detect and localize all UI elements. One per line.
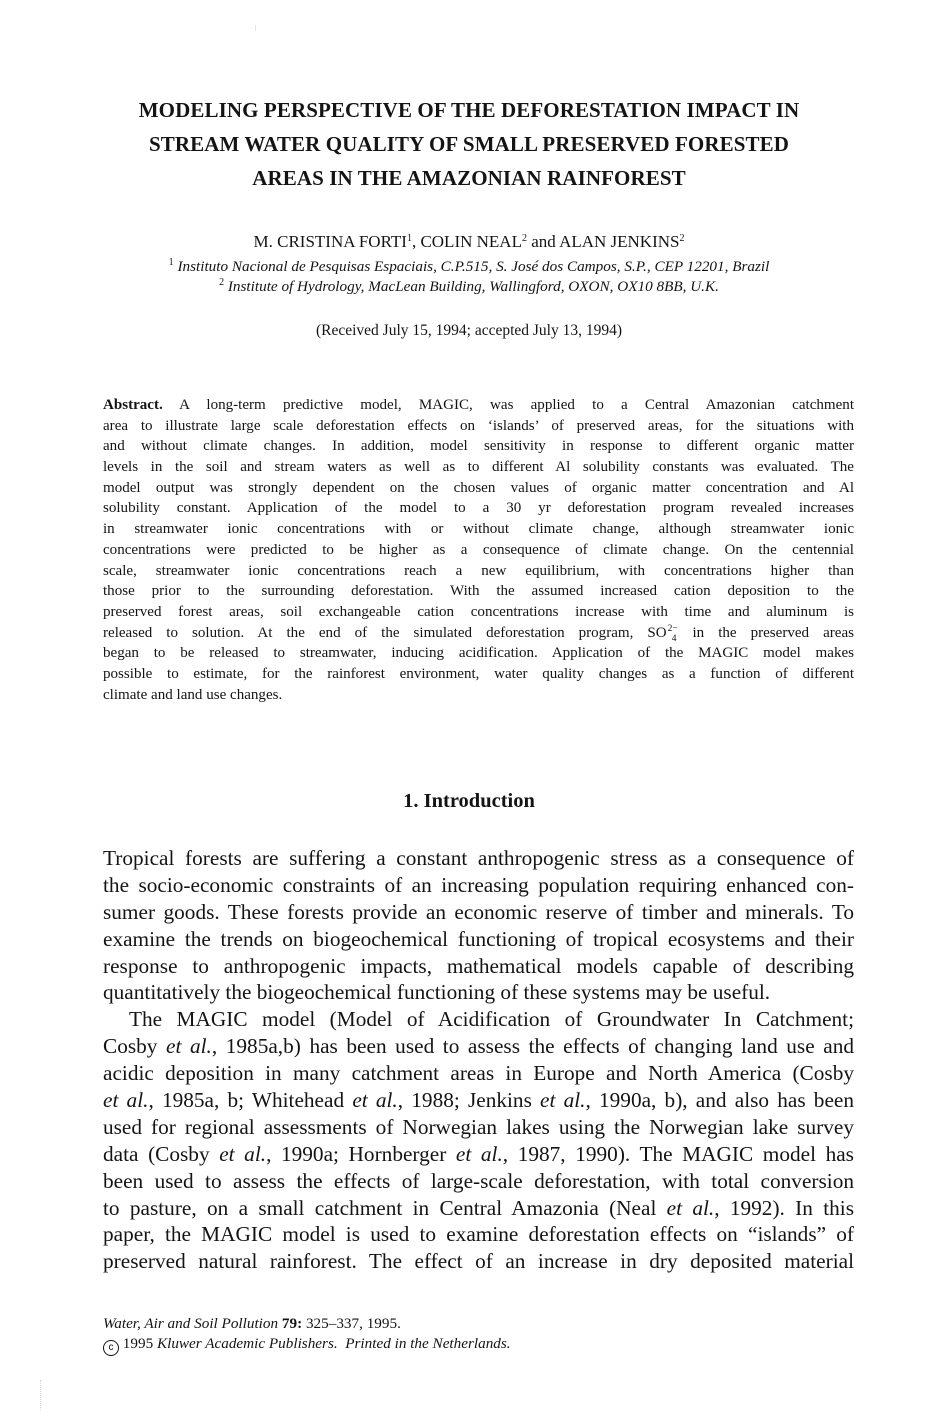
citation-line <box>103 1314 511 1334</box>
et-al: et al. <box>103 1088 149 1113</box>
affiliation-mark: 1 <box>168 257 174 268</box>
abstract-line: concentrations were predicted to be higher as a consequence of climate change. On the centennial <box>103 541 854 558</box>
sulfate-formula <box>647 623 678 646</box>
paper-title <box>60 93 878 195</box>
abstract-line: and without climate changes. In addition, model sensitivity in response to different organic matter <box>103 438 854 455</box>
title-line-1: MODELING PERSPECTIVE OF THE DEFORESTATION IMPACT IN <box>138 98 800 122</box>
body-line <box>103 1141 854 1168</box>
section-title: Introduction <box>423 790 535 812</box>
abstract-line: climate and land use changes. <box>103 686 283 703</box>
body-line: examine the trends on biogeochemical functioning of tropical ecosystems and their <box>103 926 854 951</box>
journal-name: Water, Air and Soil Pollution <box>103 1315 279 1332</box>
body-line: used for regional assessments of Norwegian lakes using the Norwegian lake survey <box>103 1114 854 1139</box>
body-line: been used to assess the effects of large-scale deforestation, with total conversion <box>103 1168 854 1193</box>
abstract-text: in the preserved areas <box>678 624 854 641</box>
journal-footer <box>103 1314 511 1356</box>
abstract-label: Abstract. <box>103 397 163 413</box>
title-line-2: STREAM WATER QUALITY OF SMALL PRESERVED FORESTED <box>148 132 789 156</box>
abstract-line: possible to estimate, for the rainforest environment, water quality changes as a function of different <box>103 665 854 682</box>
author-separator: , <box>411 232 421 251</box>
section-heading-introduction <box>60 788 878 814</box>
body-line: sumer goods. These forests provide an economic reserve of timber and minerals. To <box>103 899 854 924</box>
abstract <box>103 395 854 705</box>
copyright-line <box>103 1334 511 1356</box>
sulfate-charge: 2− <box>667 623 678 634</box>
author-list <box>60 231 878 253</box>
affiliation-text: Instituto Nacional de Pesquisas Espaciais, C.P.515, S. José dos Campos, S.P., CEP 12201, Brazil <box>177 258 770 275</box>
et-al: et al. <box>666 1195 715 1220</box>
abstract-line: levels in the soil and stream waters as well as to different Al solubility constants was evaluated. The <box>103 459 854 476</box>
abstract-line: those prior to the surrounding deforestation. With the assumed increased cation deposition to the <box>103 583 854 600</box>
received-dates: (Received July 15, 1994; accepted July 13, 1994) <box>315 322 623 339</box>
body-text: , 1992). In this <box>714 1195 854 1220</box>
author-jenkins: ALAN JENKINS <box>559 232 680 251</box>
affiliation-mark: 2 <box>679 233 685 244</box>
body-text: , 1990a; Hornberger <box>266 1141 456 1166</box>
body-text: , 1988; Jenkins <box>397 1088 541 1113</box>
abstract-line <box>103 623 854 644</box>
body-line: quantitatively the biogeochemical functioning of these systems may be useful. <box>103 980 771 1005</box>
body-line: The MAGIC model (Model of Acidification of Groundwater In Catchment; <box>129 1007 854 1032</box>
body-text: , 1985a, b; Whitehead <box>148 1088 353 1113</box>
abstract-line: began to be released to streamwater, inducing acidification. Application of the MAGIC model makes <box>103 645 854 662</box>
affiliation-text: Institute of Hydrology, MacLean Building, Wallingford, OXON, OX10 8BB, U.K. <box>227 278 719 295</box>
body-text: to pasture, on a small catchment in Central Amazonia (Neal <box>103 1195 667 1220</box>
copyright-year: 1995 <box>119 1335 157 1352</box>
abstract-line: solubility constant. Application of the model to a 30 yr deforestation program revealed increases <box>103 500 854 517</box>
body-line: Tropical forests are suffering a constant anthropogenic stress as a consequence of <box>103 846 854 870</box>
body-line: preserved natural rainforest. The effect of an increase in dry deposited material <box>103 1249 854 1274</box>
introduction-body <box>103 845 854 1275</box>
body-line <box>103 1195 854 1222</box>
abstract-text: released to solution. At the end of the simulated deforestation program, <box>103 624 648 641</box>
et-al: et al. <box>166 1034 212 1059</box>
copyright-icon: c <box>103 1340 119 1356</box>
et-al: et al. <box>219 1141 267 1166</box>
abstract-line: model output was strongly dependent on the chosen values of organic matter concentration and Al <box>103 479 854 496</box>
body-text: , 1990a, b), and also has been <box>585 1088 855 1113</box>
body-line <box>103 1033 854 1060</box>
body-text: , 1987, 1990). The MAGIC model has <box>502 1141 854 1166</box>
body-text: data (Cosby <box>103 1141 220 1166</box>
scan-artifact <box>255 25 256 31</box>
et-al: et al. <box>540 1088 586 1113</box>
body-line: paper, the MAGIC model is used to examine deforestation effects on “islands” of <box>103 1222 854 1247</box>
title-line-3: AREAS IN THE AMAZONIAN RAINFOREST <box>252 166 686 190</box>
author-separator: and <box>526 232 560 251</box>
affiliation-2 <box>60 277 878 297</box>
affiliation-mark: 2 <box>521 233 527 244</box>
body-line: acidic deposition in many catchment areas in Europe and North America (Cosby <box>103 1061 854 1086</box>
scan-artifact <box>40 1380 43 1410</box>
body-text: , 1985a,b) has been used to assess the effects of changing land use and <box>211 1034 854 1059</box>
affiliation-mark: 2 <box>219 277 225 288</box>
abstract-line <box>103 395 854 416</box>
abstract-line: scale, streamwater ionic concentrations reach a new equilibrium, with concentrations higher than <box>103 562 854 579</box>
body-text: Cosby <box>103 1034 167 1059</box>
sulfate-base: SO <box>647 624 667 641</box>
et-al: et al. <box>352 1088 398 1113</box>
sulfate-subscript: 4 <box>671 633 677 644</box>
body-line: the socio-economic constraints of an increasing population requiring enhanced con- <box>103 872 854 897</box>
body-line <box>103 1087 854 1114</box>
section-number: 1. <box>403 790 419 812</box>
abstract-line: preserved forest areas, soil exchangeable cation concentrations increase with time and aluminum is <box>103 603 854 620</box>
journal-volume: 79: <box>281 1315 303 1332</box>
abstract-line: in streamwater ionic concentrations with or without climate change, although streamwater ionic <box>103 521 854 538</box>
affiliation-mark: 1 <box>406 233 412 244</box>
author-forti: M. CRISTINA FORTI <box>253 232 407 251</box>
body-line: response to anthropogenic impacts, mathematical models capable of describing <box>103 953 854 978</box>
author-neal: COLIN NEAL <box>420 232 522 251</box>
et-al: et al. <box>455 1141 503 1166</box>
journal-pages: 325–337, 1995. <box>302 1315 401 1332</box>
publisher: Kluwer Academic Publishers. Printed in the Netherlands. <box>156 1335 511 1352</box>
affiliation-1 <box>60 257 878 277</box>
abstract-text: A long-term predictive model, MAGIC, was applied to a Central Amazonian catchment <box>162 397 854 413</box>
abstract-line: area to illustrate large scale deforestation effects on ‘islands’ of preserved areas, for the situations with <box>103 417 854 434</box>
